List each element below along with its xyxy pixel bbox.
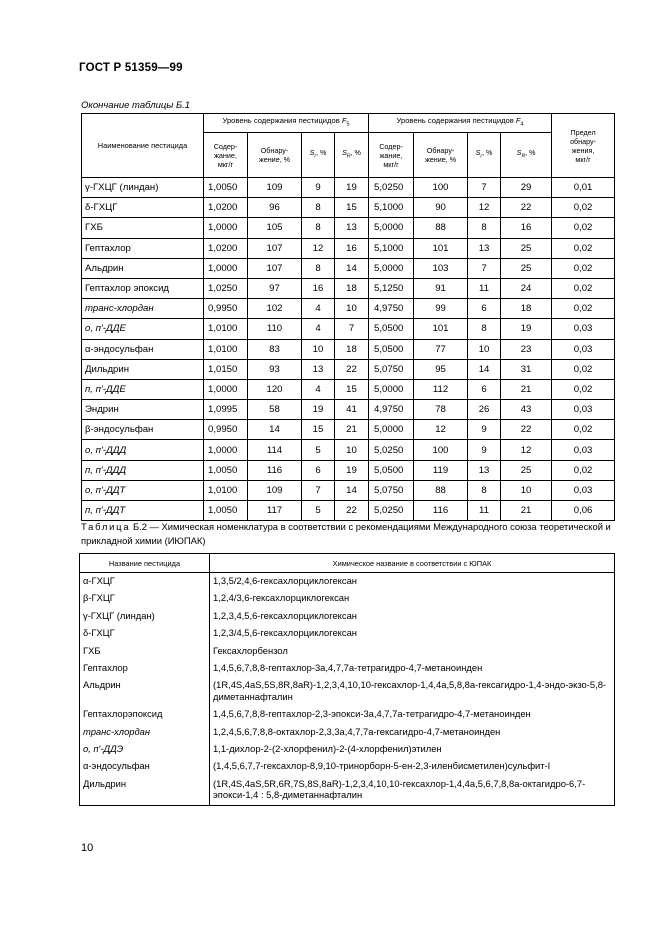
table-row	[80, 741, 615, 758]
content-f4-cell: 4,9750	[369, 299, 414, 319]
found-f5-cell: 105	[248, 218, 302, 238]
pesticide-name-cell: δ-ГХЦГ	[82, 198, 204, 218]
sr-f4-cell: 6	[468, 379, 501, 399]
found-f4-cell: 103	[414, 258, 468, 278]
found-f4-cell: 77	[414, 339, 468, 359]
pesticide-name-cell: β-эндосульфан	[82, 420, 204, 440]
iupac-name-cell: 1,2,3/4,5,6-гексахлорциклогексан	[210, 625, 615, 642]
iupac-nomenclature-table	[79, 553, 615, 806]
content-f4-cell: 5,0750	[369, 359, 414, 379]
iupac-name-cell: (1,4,5,6,7,7-гексахлор-8,9,10-тринорборн-5-ен-2,3-иленбисметилен)сульфит-I	[210, 758, 615, 775]
content-f5-cell: 1,0200	[204, 238, 248, 258]
pesticide-name-cell: о, п′-ДДД	[82, 440, 204, 460]
pesticide-name-cell: α-эндосульфан	[80, 758, 210, 775]
content-f4-cell: 5,0000	[369, 420, 414, 440]
found-f4-cell: 112	[414, 379, 468, 399]
table-row	[82, 460, 615, 480]
detection-limit-cell: 0,06	[552, 501, 615, 521]
sr-f4-cell: 11	[468, 501, 501, 521]
sr-f4-cell: 8	[468, 218, 501, 238]
pesticide-name-cell: Гептахлор эпоксид	[82, 278, 204, 298]
found-f4-cell: 12	[414, 420, 468, 440]
pesticide-name-cell: п, п′-ДДД	[82, 460, 204, 480]
sR-f4-cell: 12	[501, 440, 552, 460]
found-f5-cell: 83	[248, 339, 302, 359]
table-row	[80, 776, 615, 805]
table2-caption-label: Таблица	[81, 521, 131, 532]
iupac-name-cell: 1,4,5,6,7,8,8-гептахлор-3а,4,7,7а-тетрагидро-4,7-метаноинден	[210, 660, 615, 677]
iupac-name-cell: (1R,4S,4aS,5S,8R,8aR)-1,2,3,4,10,10-гексахлор-1,4,4а,5,8,8а-гексагидро-1,4-эндо-экзо-5,8-диметаннафталин	[210, 677, 615, 706]
subheader-content: Содер- жание, мкг/г	[204, 133, 248, 178]
sr-f4-cell: 11	[468, 278, 501, 298]
sR-f4-cell: 31	[501, 359, 552, 379]
sR-f4-cell: 22	[501, 420, 552, 440]
page-number: 10	[81, 842, 94, 854]
table-row	[80, 643, 615, 660]
detection-limit-cell: 0,02	[552, 460, 615, 480]
sR-f5-cell: 7	[335, 319, 369, 339]
found-f4-cell: 116	[414, 501, 468, 521]
sr-f5-cell: 9	[302, 178, 335, 198]
sr-f4-cell: 8	[468, 480, 501, 500]
sr-f5-cell: 5	[302, 501, 335, 521]
subheader-sr: $S_r$, %	[302, 133, 335, 178]
found-f5-cell: 97	[248, 278, 302, 298]
found-f5-cell: 109	[248, 178, 302, 198]
sR-f5-cell: 15	[335, 198, 369, 218]
group-header-f5	[204, 114, 369, 133]
sr-f4-cell: 7	[468, 178, 501, 198]
table2-caption	[81, 520, 614, 548]
sR-f4-cell: 25	[501, 238, 552, 258]
pesticide-levels-table	[81, 113, 615, 521]
col-header-limit: Предел обнару- жения, мкг/г	[552, 114, 615, 178]
sr-f4-cell: 9	[468, 420, 501, 440]
sR-f5-cell: 14	[335, 480, 369, 500]
detection-limit-cell: 0,03	[552, 440, 615, 460]
found-f5-cell: 107	[248, 238, 302, 258]
sr-f4-cell: 12	[468, 198, 501, 218]
table-row	[82, 258, 615, 278]
content-f5-cell: 1,0000	[204, 258, 248, 278]
found-f4-cell: 101	[414, 238, 468, 258]
table-row	[80, 758, 615, 775]
content-f4-cell: 5,1000	[369, 238, 414, 258]
table2-caption-text: Б.2 — Химическая номенклатура в соответствии с рекомендациями Международного союза теоретической и прикладной химии (ИЮПАК)	[81, 521, 611, 546]
subheader-content: Содер- жание, мкг/г	[369, 133, 414, 178]
content-f4-cell: 4,9750	[369, 400, 414, 420]
subheader-found: Обнару- жение, %	[248, 133, 302, 178]
found-f5-cell: 102	[248, 299, 302, 319]
pesticide-name-cell: о, п′-ДДТ	[82, 480, 204, 500]
detection-limit-cell: 0,02	[552, 299, 615, 319]
pesticide-name-cell: α-ГХЦГ	[80, 573, 210, 591]
sr-f4-cell: 6	[468, 299, 501, 319]
table-row	[82, 218, 615, 238]
found-f5-cell: 96	[248, 198, 302, 218]
table-row	[82, 178, 615, 198]
sR-f4-cell: 25	[501, 258, 552, 278]
table1-caption: Окончание таблицы Б.1	[81, 100, 191, 111]
sR-f5-cell: 18	[335, 339, 369, 359]
sr-f4-cell: 13	[468, 460, 501, 480]
table-row	[80, 573, 615, 591]
iupac-name-cell: 1,3,5/2,4,6-гексахлорциклогексан	[210, 573, 615, 591]
content-f5-cell: 0,9950	[204, 299, 248, 319]
detection-limit-cell: 0,03	[552, 400, 615, 420]
table-row	[82, 339, 615, 359]
sr-f5-cell: 6	[302, 460, 335, 480]
pesticide-name-cell: Альдрин	[80, 677, 210, 706]
col-header-pesticide: Наименование пестицида	[82, 114, 204, 178]
content-f4-cell: 5,0500	[369, 319, 414, 339]
table-row	[80, 724, 615, 741]
found-f5-cell: 116	[248, 460, 302, 480]
content-f4-cell: 5,0250	[369, 440, 414, 460]
detection-limit-cell: 0,01	[552, 178, 615, 198]
pesticide-name-cell: Эндрин	[82, 400, 204, 420]
table-row	[82, 420, 615, 440]
sR-f4-cell: 21	[501, 379, 552, 399]
pesticide-name-cell: о, п′-ДДЕ	[82, 319, 204, 339]
pesticide-name-cell: Гептахлорэпоксид	[80, 706, 210, 723]
table-row	[80, 608, 615, 625]
content-f4-cell: 5,0250	[369, 501, 414, 521]
pesticide-name-cell: δ-ГХЦГ	[80, 625, 210, 642]
col-header-pesticide-name: Название пестицида	[80, 554, 210, 573]
sR-f5-cell: 15	[335, 379, 369, 399]
subheader-found: Обнару- жение, %	[414, 133, 468, 178]
found-f5-cell: 58	[248, 400, 302, 420]
pesticide-name-cell: п, п′-ДДТ	[82, 501, 204, 521]
sR-f4-cell: 22	[501, 198, 552, 218]
sr-f5-cell: 8	[302, 198, 335, 218]
detection-limit-cell: 0,02	[552, 258, 615, 278]
table-row	[82, 198, 615, 218]
detection-limit-cell: 0,03	[552, 480, 615, 500]
subheader-sr: $S_r$, %	[468, 133, 501, 178]
table-row	[82, 440, 615, 460]
content-f5-cell: 1,0000	[204, 218, 248, 238]
detection-limit-cell: 0,02	[552, 359, 615, 379]
content-f5-cell: 1,0995	[204, 400, 248, 420]
sr-f5-cell: 5	[302, 440, 335, 460]
found-f4-cell: 99	[414, 299, 468, 319]
found-f5-cell: 114	[248, 440, 302, 460]
sR-f5-cell: 10	[335, 299, 369, 319]
sR-f4-cell: 24	[501, 278, 552, 298]
found-f5-cell: 120	[248, 379, 302, 399]
sR-f5-cell: 16	[335, 238, 369, 258]
content-f5-cell: 1,0200	[204, 198, 248, 218]
sr-f5-cell: 19	[302, 400, 335, 420]
found-f4-cell: 88	[414, 218, 468, 238]
sR-f5-cell: 21	[335, 420, 369, 440]
table-row	[82, 278, 615, 298]
iupac-name-cell: Гексахлорбензол	[210, 643, 615, 660]
iupac-name-cell: 1,2,4,5,6,7,8,8-октахлор-2,3,3а,4,7,7а-гексагидро-4,7-метаноинден	[210, 724, 615, 741]
table-row	[82, 400, 615, 420]
found-f5-cell: 107	[248, 258, 302, 278]
content-f4-cell: 5,0000	[369, 258, 414, 278]
detection-limit-cell: 0,03	[552, 339, 615, 359]
sR-f4-cell: 21	[501, 501, 552, 521]
pesticide-name-cell: ГХБ	[80, 643, 210, 660]
pesticide-name-cell: Гептахлор	[82, 238, 204, 258]
content-f5-cell: 1,0000	[204, 440, 248, 460]
pesticide-name-cell: о, п′-ДДЭ	[80, 741, 210, 758]
found-f4-cell: 100	[414, 440, 468, 460]
sr-f5-cell: 7	[302, 480, 335, 500]
pesticide-name-cell: Дильдрин	[82, 359, 204, 379]
table-row	[82, 379, 615, 399]
sr-f4-cell: 13	[468, 238, 501, 258]
sR-f5-cell: 22	[335, 359, 369, 379]
table-row	[80, 706, 615, 723]
sr-f5-cell: 15	[302, 420, 335, 440]
content-f4-cell: 5,0000	[369, 379, 414, 399]
detection-limit-cell: 0,02	[552, 198, 615, 218]
detection-limit-cell: 0,02	[552, 379, 615, 399]
sR-f5-cell: 10	[335, 440, 369, 460]
content-f5-cell: 1,0000	[204, 379, 248, 399]
sr-f4-cell: 10	[468, 339, 501, 359]
sr-f4-cell: 7	[468, 258, 501, 278]
found-f5-cell: 14	[248, 420, 302, 440]
sr-f4-cell: 8	[468, 319, 501, 339]
sR-f4-cell: 43	[501, 400, 552, 420]
sR-f4-cell: 16	[501, 218, 552, 238]
pesticide-name-cell: Дильдрин	[80, 776, 210, 805]
pesticide-name-cell: α-эндосульфан	[82, 339, 204, 359]
found-f5-cell: 110	[248, 319, 302, 339]
sr-f5-cell: 12	[302, 238, 335, 258]
pesticide-name-cell: транс-хлордан	[80, 724, 210, 741]
table-row	[82, 238, 615, 258]
table-row	[82, 359, 615, 379]
content-f4-cell: 5,0500	[369, 339, 414, 359]
group-f4-label: Уровень содержания пестицидов $F_4$	[396, 116, 524, 128]
sr-f5-cell: 13	[302, 359, 335, 379]
iupac-name-cell: (1R,4S,4aS,5R,6R,7S,8S,8aR)-1,2,3,4,10,10-гексахлор-1,4,4а,5,6,7,8,8а-октагидро-6,7-эпокси-1,4 : 5,8-диметаннафталин	[210, 776, 615, 805]
detection-limit-cell: 0,02	[552, 218, 615, 238]
table-row	[80, 590, 615, 607]
found-f4-cell: 90	[414, 198, 468, 218]
content-f5-cell: 1,0100	[204, 339, 248, 359]
sR-f5-cell: 13	[335, 218, 369, 238]
detection-limit-cell: 0,02	[552, 278, 615, 298]
table-row	[82, 319, 615, 339]
content-f4-cell: 5,1250	[369, 278, 414, 298]
pesticide-name-cell: β-ГХЦГ	[80, 590, 210, 607]
pesticide-name-cell: Альдрин	[82, 258, 204, 278]
sR-f5-cell: 19	[335, 460, 369, 480]
document-id: ГОСТ Р 51359—99	[79, 62, 183, 74]
content-f4-cell: 5,0250	[369, 178, 414, 198]
group-f5-label: Уровень содержания пестицидов $F_5$	[222, 116, 350, 128]
sR-f4-cell: 10	[501, 480, 552, 500]
sR-f5-cell: 19	[335, 178, 369, 198]
sR-f4-cell: 18	[501, 299, 552, 319]
sR-f5-cell: 22	[335, 501, 369, 521]
content-f4-cell: 5,1000	[369, 198, 414, 218]
table-row	[80, 660, 615, 677]
sr-f5-cell: 4	[302, 299, 335, 319]
content-f4-cell: 5,0750	[369, 480, 414, 500]
content-f5-cell: 1,0050	[204, 501, 248, 521]
found-f4-cell: 95	[414, 359, 468, 379]
detection-limit-cell: 0,02	[552, 238, 615, 258]
sr-f5-cell: 10	[302, 339, 335, 359]
sR-f4-cell: 25	[501, 460, 552, 480]
sr-f5-cell: 16	[302, 278, 335, 298]
found-f5-cell: 109	[248, 480, 302, 500]
iupac-name-cell: 1,1-дихлор-2-(2-хлорфенил)-2-(4-хлорфенил)этилен	[210, 741, 615, 758]
pesticide-name-cell: Гептахлор	[80, 660, 210, 677]
iupac-name-cell: 1,2,3,4,5,6-гексахлорциклогексан	[210, 608, 615, 625]
content-f5-cell: 1,0100	[204, 480, 248, 500]
found-f4-cell: 91	[414, 278, 468, 298]
content-f5-cell: 1,0100	[204, 319, 248, 339]
sr-f5-cell: 4	[302, 379, 335, 399]
sr-f5-cell: 4	[302, 319, 335, 339]
group-header-f4	[369, 114, 552, 133]
content-f5-cell: 0,9950	[204, 420, 248, 440]
detection-limit-cell: 0,02	[552, 420, 615, 440]
sR-f4-cell: 29	[501, 178, 552, 198]
sr-f5-cell: 8	[302, 218, 335, 238]
content-f4-cell: 5,0000	[369, 218, 414, 238]
content-f5-cell: 1,0050	[204, 178, 248, 198]
table-row	[82, 480, 615, 500]
sR-f5-cell: 14	[335, 258, 369, 278]
table-row	[82, 501, 615, 521]
table-row	[80, 625, 615, 642]
sR-f4-cell: 19	[501, 319, 552, 339]
content-f5-cell: 1,0050	[204, 460, 248, 480]
sR-f4-cell: 23	[501, 339, 552, 359]
found-f4-cell: 101	[414, 319, 468, 339]
found-f4-cell: 78	[414, 400, 468, 420]
sr-f4-cell: 14	[468, 359, 501, 379]
col-header-iupac-name: Химическое название в соответствии с ЮПАК	[210, 554, 615, 573]
pesticide-name-cell: п, п′-ДДЕ	[82, 379, 204, 399]
subheader-sR: $S_R$, %	[501, 133, 552, 178]
found-f4-cell: 119	[414, 460, 468, 480]
iupac-name-cell: 1,2,4/3,6-гексахлорциклогексан	[210, 590, 615, 607]
found-f4-cell: 100	[414, 178, 468, 198]
sr-f4-cell: 9	[468, 440, 501, 460]
content-f5-cell: 1,0250	[204, 278, 248, 298]
found-f5-cell: 93	[248, 359, 302, 379]
sR-f5-cell: 18	[335, 278, 369, 298]
content-f5-cell: 1,0150	[204, 359, 248, 379]
pesticide-name-cell: транс-хлордан	[82, 299, 204, 319]
sr-f4-cell: 26	[468, 400, 501, 420]
subheader-sR: $S_R$, %	[335, 133, 369, 178]
found-f5-cell: 117	[248, 501, 302, 521]
iupac-name-cell: 1,4,5,6,7,8,8-гептахлор-2,3-эпокси-3а,4,7,7а-тетрагидро-4,7-метаноинден	[210, 706, 615, 723]
pesticide-name-cell: ГХБ	[82, 218, 204, 238]
sr-f5-cell: 8	[302, 258, 335, 278]
content-f4-cell: 5,0500	[369, 460, 414, 480]
pesticide-name-cell: γ-ГХЦГ (линдан)	[80, 608, 210, 625]
table-row	[80, 677, 615, 706]
found-f4-cell: 88	[414, 480, 468, 500]
table-row	[82, 299, 615, 319]
sR-f5-cell: 41	[335, 400, 369, 420]
pesticide-name-cell: γ-ГХЦГ (линдан)	[82, 178, 204, 198]
detection-limit-cell: 0,03	[552, 319, 615, 339]
